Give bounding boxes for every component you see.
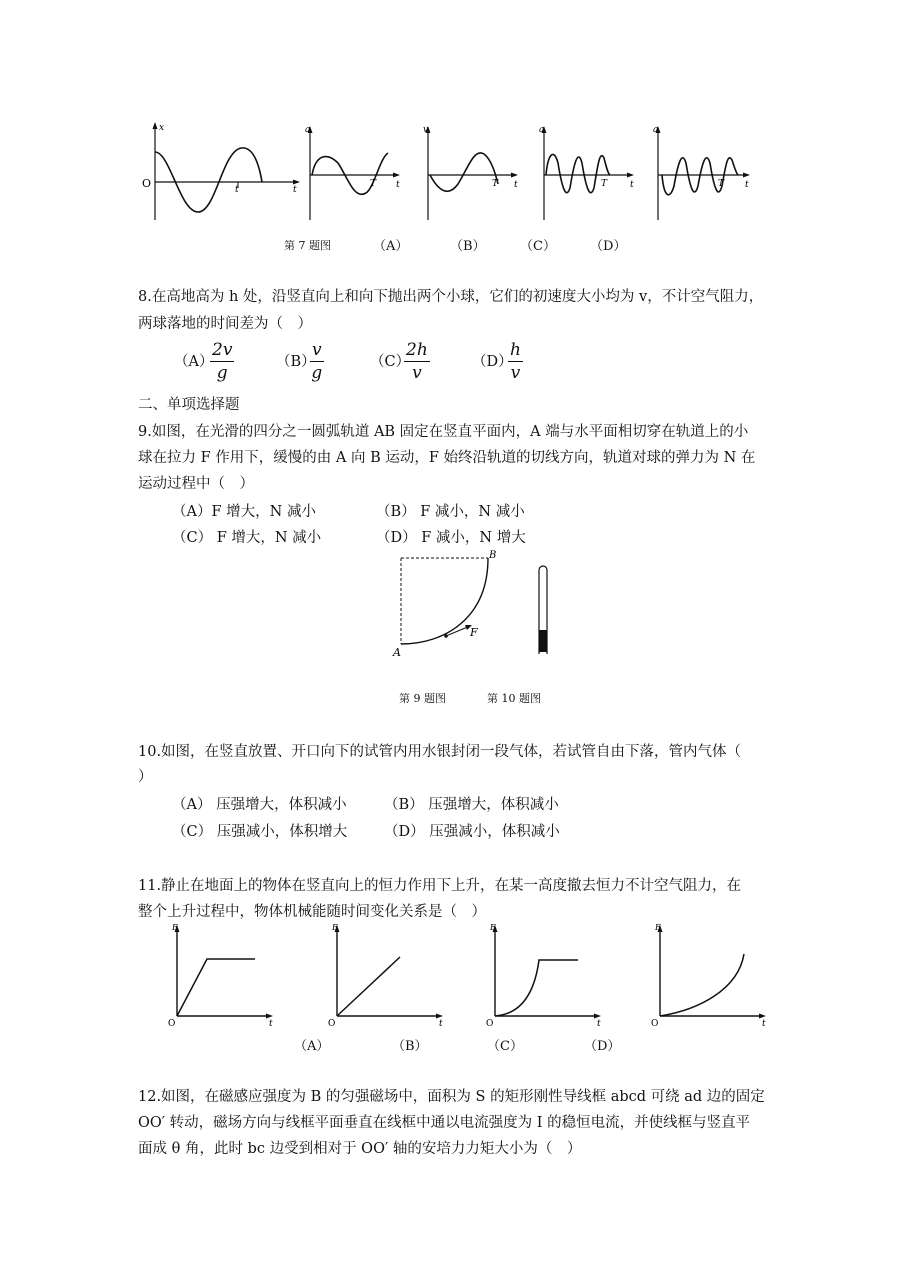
q10-option-a: （A） 压强增大，体积减小	[172, 797, 347, 813]
q7-graph-a	[305, 125, 400, 220]
q7-graph1-origin: O	[142, 177, 152, 190]
q10-caption: 第 10 题图	[487, 692, 541, 705]
q11-line1: 11.静止在地面上的物体在竖直向上的恒力作用下上升，在某一高度撤去恒力不计空气阻力，在	[138, 878, 742, 894]
q8-option-b-label: （B）	[276, 354, 316, 370]
q10-test-tube-figure	[533, 560, 553, 660]
svg-text:T: T	[718, 179, 725, 189]
svg-text:T: T	[492, 179, 499, 189]
q11-graphC-ylabel: E	[490, 923, 496, 932]
q11-graphA-tlabel: t	[269, 1019, 273, 1029]
q10-option-d: （D） 压强减小，体积减小	[384, 824, 560, 840]
q7-label-d: （D）	[590, 239, 627, 254]
q11-graphD-ylabel: E	[655, 923, 661, 932]
q7-label-c: （C）	[520, 239, 556, 254]
q9-figure	[390, 548, 510, 660]
section-heading: 二、单项选择题	[138, 397, 240, 413]
q7-label-a: （A）	[373, 239, 409, 254]
q11-graphA-origin: O	[168, 1019, 176, 1029]
q9-line3: 运动过程中（ ）	[138, 476, 254, 492]
q7-caption: 第 7 题图	[284, 239, 331, 252]
q11-graphB-tlabel: t	[439, 1019, 443, 1029]
svg-text:T: T	[601, 179, 608, 189]
q11-graph-b	[328, 923, 443, 1029]
q7-graph-c	[539, 125, 634, 220]
q8-option-d-fraction: $\frac{h}{v}$	[510, 340, 521, 383]
q10-line2: ）	[138, 769, 153, 785]
q10-line1: 10.如图，在竖直放置、开口向下的试管内用水银封闭一段气体，若试管自由下落，管内气体（	[138, 744, 742, 760]
q9-label-b: B	[489, 550, 497, 561]
q8-line2: 两球落地的时间差为（ ）	[138, 316, 312, 332]
q12-line3: 面成 θ 角，此时 bc 边受到相对于 OO′ 轴的安培力力矩大小为（ ）	[138, 1141, 582, 1157]
q9-line2: 球在拉力 F 作用下，缓慢的由 A 向 B 运动，F 始终沿轨道的切线方向，轨道对球的弹力为 N 在	[138, 450, 756, 466]
q9-caption: 第 9 题图	[399, 692, 446, 705]
q11-graphA-ylabel: E	[172, 923, 178, 932]
q11-graph-a	[168, 923, 273, 1029]
q8-option-c-fraction: $\frac{2h}{v}$	[406, 340, 428, 383]
q11-label-a: （A）	[294, 1039, 330, 1054]
q11-graphC-origin: O	[486, 1019, 494, 1029]
q9-option-a: （A）F 增大，N 减小	[172, 504, 316, 520]
q11-graph-d	[651, 923, 766, 1029]
q11-figure	[165, 920, 775, 1030]
q11-label-c: （C）	[487, 1039, 523, 1054]
q11-graphB-origin: O	[328, 1019, 336, 1029]
q11-label-b: （B）	[392, 1039, 428, 1054]
q9-line1: 9.如图，在光滑的四分之一圆弧轨道 AB 固定在竖直平面内，A 端与水平面相切穿在轨道上的小	[138, 424, 749, 440]
q8-option-b-fraction: $\frac{v}{g}$	[311, 340, 323, 383]
q11-line2: 整个上升过程中，物体机械能随时间变化关系是（ ）	[138, 904, 486, 920]
q11-graphD-tlabel: t	[762, 1019, 766, 1029]
q10-option-c: （C） 压强减小，体积增大	[172, 824, 348, 840]
q9-option-c: （C） F 增大，N 减小	[172, 530, 322, 546]
q7-graph1-tlabel: t	[293, 185, 297, 195]
q7-graphC-tlabel: t	[630, 180, 634, 190]
q11-graphD-origin: O	[651, 1019, 659, 1029]
q7-graph-d	[653, 125, 750, 220]
q11-graphC-tlabel: t	[597, 1019, 601, 1029]
q7-graph-xt	[142, 122, 300, 220]
q7-graphD-tlabel: t	[745, 180, 749, 190]
q7-figure	[140, 118, 760, 228]
q7-graph-b	[423, 125, 518, 220]
q9-option-b: （B） F 减小，N 减小	[376, 504, 525, 520]
q8-line1: 8.在高地高为 h 处，沿竖直向上和向下抛出两个小球，它们的初速度大小均为 v，不计空气阻力，	[138, 289, 764, 305]
q7-graphB-tlabel: t	[514, 180, 518, 190]
q7-graphC-ylabel: a	[539, 125, 545, 135]
q7-label-b: （B）	[450, 239, 486, 254]
q11-label-d: （D）	[584, 1039, 621, 1054]
q9-label-a: A	[393, 646, 401, 659]
q9-label-f: F	[470, 626, 478, 639]
q8-option-c-label: （C）	[370, 354, 411, 370]
q12-line2: OO′ 转动，磁场方向与线框平面垂直在线框中通以电流强度为 I 的稳恒电流，并使线框与竖直平	[138, 1115, 751, 1131]
q11-graphB-ylabel: E	[332, 923, 338, 932]
q12-line1: 12.如图，在磁感应强度为 B 的匀强磁场中，面积为 S 的矩形刚性导线框 abcd 可绕 ad 边的固定	[138, 1089, 765, 1105]
q7-graphA-tlabel: t	[396, 180, 400, 190]
q8-option-d-label: （D）	[472, 354, 513, 370]
q7-graphB-ylabel: v	[423, 125, 429, 135]
q10-option-b: （B） 压强增大，体积减小	[384, 797, 559, 813]
svg-text:t: t	[235, 185, 239, 195]
svg-text:T: T	[370, 179, 377, 189]
q7-graph1-ylabel: x	[159, 123, 165, 133]
q7-graphA-ylabel: a	[305, 125, 311, 135]
q9-option-d: （D） F 减小，N 增大	[376, 530, 526, 546]
q7-graphD-ylabel: a	[653, 125, 659, 135]
q8-option-a-label: （A）	[174, 354, 214, 370]
q11-graph-c	[486, 923, 601, 1029]
q8-option-a-fraction: $\frac{2v}{g}$	[212, 340, 233, 383]
